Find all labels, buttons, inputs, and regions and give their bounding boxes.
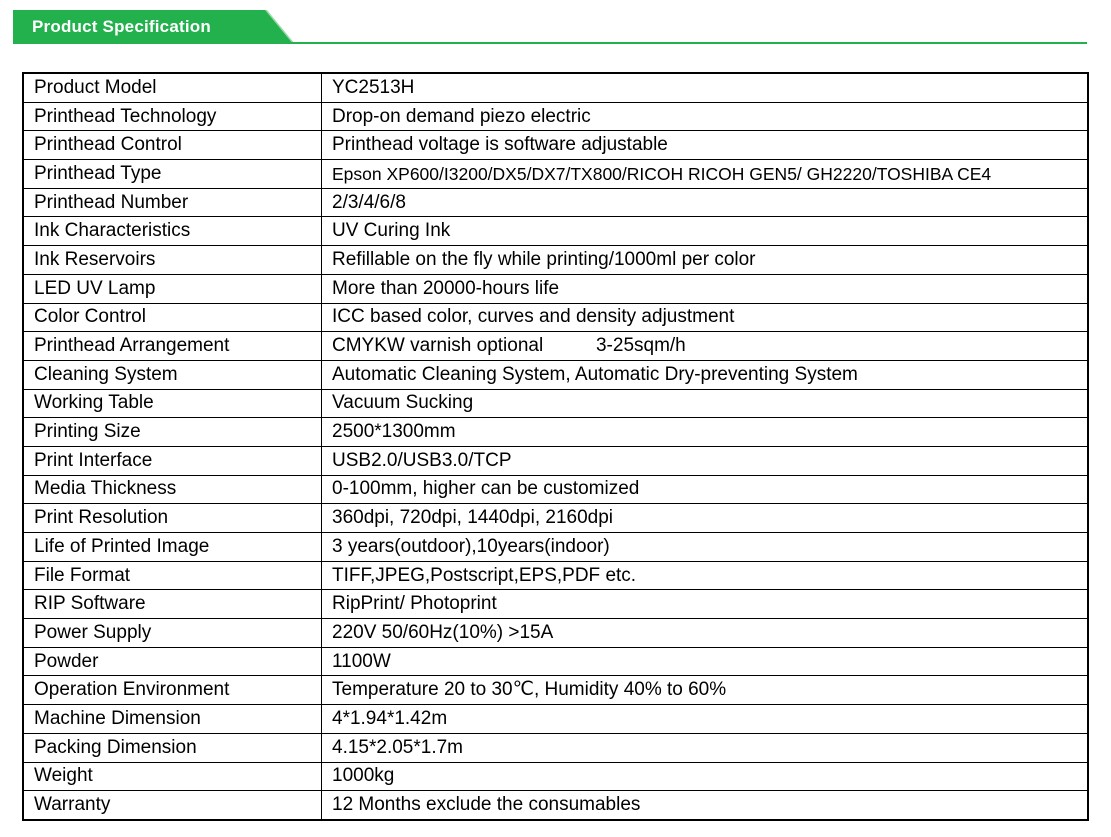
spec-label: RIP Software — [23, 590, 322, 619]
spec-value: 0-100mm, higher can be customized — [322, 475, 1089, 504]
spec-value: More than 20000-hours life — [322, 274, 1089, 303]
spec-label: Printing Size — [23, 418, 322, 447]
spec-label: Warranty — [23, 791, 322, 820]
table-row — [23, 475, 1088, 504]
table-row — [23, 619, 1088, 648]
spec-value: Automatic Cleaning System, Automatic Dry-preventing System — [322, 360, 1089, 389]
spec-label: Cleaning System — [23, 360, 322, 389]
spec-label: Life of Printed Image — [23, 533, 322, 562]
spec-label: File Format — [23, 561, 322, 590]
spec-value: CMYKW varnish optional 3-25sqm/h — [322, 332, 1089, 361]
spec-value: 1100W — [322, 647, 1089, 676]
table-row — [23, 332, 1088, 361]
table-row — [23, 160, 1088, 189]
spec-value: Epson XP600/I3200/DX5/DX7/TX800/RICOH RICOH GEN5/ GH2220/TOSHIBA CE4 — [322, 160, 1089, 189]
table-row — [23, 246, 1088, 275]
spec-label: Working Table — [23, 389, 322, 418]
spec-label: Weight — [23, 762, 322, 791]
spec-label: Media Thickness — [23, 475, 322, 504]
spec-value: Refillable on the fly while printing/1000ml per color — [322, 246, 1089, 275]
spec-value: TIFF,JPEG,Postscript,EPS,PDF etc. — [322, 561, 1089, 590]
spec-value: Vacuum Sucking — [322, 389, 1089, 418]
table-row — [23, 360, 1088, 389]
spec-value: 2/3/4/6/8 — [322, 188, 1089, 217]
table-row — [23, 733, 1088, 762]
table-row — [23, 647, 1088, 676]
spec-label: LED UV Lamp — [23, 274, 322, 303]
spec-value: Printhead voltage is software adjustable — [322, 131, 1089, 160]
table-row — [23, 762, 1088, 791]
spec-label: Printhead Technology — [23, 102, 322, 131]
spec-value: 220V 50/60Hz(10%) >15A — [322, 619, 1089, 648]
table-row — [23, 504, 1088, 533]
table-row — [23, 590, 1088, 619]
spec-label: Print Resolution — [23, 504, 322, 533]
spec-label: Printhead Arrangement — [23, 332, 322, 361]
table-row — [23, 446, 1088, 475]
spec-value: 12 Months exclude the consumables — [322, 791, 1089, 820]
spec-value: ICC based color, curves and density adjustment — [322, 303, 1089, 332]
spec-value: 2500*1300mm — [322, 418, 1089, 447]
table-row — [23, 303, 1088, 332]
table-row — [23, 791, 1088, 820]
spec-label: Color Control — [23, 303, 322, 332]
section-header — [13, 10, 1087, 44]
spec-label: Powder — [23, 647, 322, 676]
header-divider — [13, 42, 1087, 44]
spec-label: Product Model — [23, 73, 322, 102]
spec-value: 3 years(outdoor),10years(indoor) — [322, 533, 1089, 562]
spec-value: USB2.0/USB3.0/TCP — [322, 446, 1089, 475]
table-row — [23, 73, 1088, 102]
spec-value: 4.15*2.05*1.7m — [322, 733, 1089, 762]
table-row — [23, 389, 1088, 418]
table-row — [23, 561, 1088, 590]
spec-value: UV Curing Ink — [322, 217, 1089, 246]
table-row — [23, 676, 1088, 705]
spec-label: Print Interface — [23, 446, 322, 475]
spec-value: RipPrint/ Photoprint — [322, 590, 1089, 619]
spec-label: Printhead Control — [23, 131, 322, 160]
spec-label: Ink Reservoirs — [23, 246, 322, 275]
spec-value: 4*1.94*1.42m — [322, 705, 1089, 734]
spec-label: Power Supply — [23, 619, 322, 648]
specification-table — [22, 72, 1089, 821]
table-row — [23, 533, 1088, 562]
spec-label: Printhead Type — [23, 160, 322, 189]
spec-value: Temperature 20 to 30℃, Humidity 40% to 60% — [322, 676, 1089, 705]
spec-value: YC2513H — [322, 73, 1089, 102]
table-row — [23, 102, 1088, 131]
table-row — [23, 188, 1088, 217]
spec-label: Packing Dimension — [23, 733, 322, 762]
table-row — [23, 274, 1088, 303]
table-row — [23, 131, 1088, 160]
specification-table-body — [23, 73, 1088, 820]
spec-value: Drop-on demand piezo electric — [322, 102, 1089, 131]
section-title: Product Specification — [32, 17, 211, 36]
table-row — [23, 418, 1088, 447]
spec-label: Machine Dimension — [23, 705, 322, 734]
table-row — [23, 217, 1088, 246]
spec-label: Printhead Number — [23, 188, 322, 217]
spec-label: Operation Environment — [23, 676, 322, 705]
spec-value: 360dpi, 720dpi, 1440dpi, 2160dpi — [322, 504, 1089, 533]
spec-value: 1000kg — [322, 762, 1089, 791]
spec-label: Ink Characteristics — [23, 217, 322, 246]
table-row — [23, 705, 1088, 734]
